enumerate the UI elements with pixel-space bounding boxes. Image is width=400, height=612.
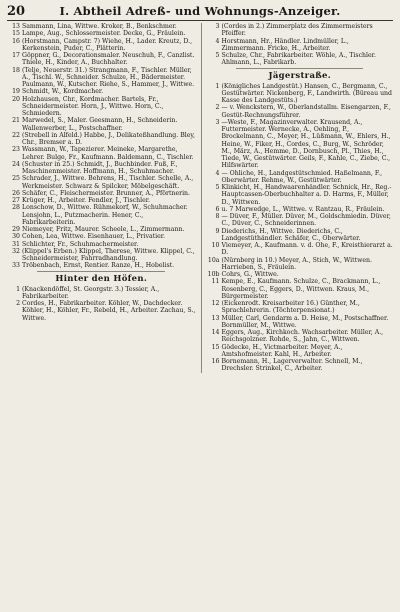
house-number: 15 <box>211 343 220 351</box>
house-number: 12 <box>211 300 220 307</box>
left-section-entries <box>7 286 195 322</box>
house-number: 8 <box>215 213 220 220</box>
resident-list: Krüger, H., Arbeiter. Fendler, J., Tischler. <box>22 197 151 204</box>
resident-list: Horstmann, Hr., Händler. Lindmüller, L., Zimmermann. Fricke, H., Arbeiter. <box>221 37 349 52</box>
resident-list: Bornemann, H., Lagerverwalter. Schnell, M., Drechsler. Strinkel, C., Arbeiter. <box>221 358 363 373</box>
address-entry <box>7 175 195 190</box>
resident-list: Lonschow, D., Wittwe. Rühmekorf, W., Schuhmacher. Lensjohn, L., Putzmacherin. Hener, C., Fabrikarbeiterin. <box>22 204 188 226</box>
section-title-hinter-den-hoefen: Hinter den Höfen. <box>55 273 148 284</box>
house-number: 18 <box>12 66 20 74</box>
resident-list: (Knackendöffel, St. Georgstr. 3.) Tessier, A., Fabrikarbeiter. <box>22 285 160 300</box>
resident-list: Holzhausen, Chr., Kordmacher. Bartels, Fr., Schneidermeister. Horn, J., Wittwe. Horn, C., Schmiedern. <box>22 95 164 117</box>
page-number: 20 <box>7 4 26 19</box>
resident-list: Diederichs, H., Wittwe. Diederichs, C., Landgestüthändler. Schäfer, C., Oberwärter. <box>221 227 361 242</box>
address-entry <box>206 104 393 119</box>
address-entry <box>7 197 195 204</box>
house-number: 16 <box>12 37 20 45</box>
address-entry <box>206 271 393 278</box>
address-entry <box>206 242 393 257</box>
section-title-jaegerstrasse: Jägerstraße. <box>268 70 331 81</box>
resident-list: (Horstmann, Campstr. 7) Wiehe, H., Lader. Kreutz, D., Kerkenstein, Puder, C., Plätterin. <box>22 37 193 52</box>
resident-list: (Schuster in 25.) Schmidt, J., Buchbinder. Fuß, F., Maschinenmeister. Hoffmann, H., Schuhmacher. <box>22 160 178 175</box>
address-entry <box>7 286 195 301</box>
house-number: 22 <box>12 131 20 139</box>
address-entry <box>7 67 195 89</box>
house-number: 5 <box>215 52 220 59</box>
address-entry <box>7 52 195 67</box>
section-divider <box>236 68 363 69</box>
resident-list: Lampe, Aug., Schlossermeister. Decke, G., Fräulein. <box>22 30 186 38</box>
address-entry <box>7 88 195 95</box>
address-entry <box>206 213 393 228</box>
address-entry <box>7 190 195 197</box>
address-entry <box>7 23 195 30</box>
address-entry <box>206 315 393 330</box>
resident-list: (Königliches Landgestüt.) Hansen, C., Bergmann, C., Gestütwärter. Nickenberg, F., Landwirth. (Büreau und Kasse des Landgestüts.) <box>221 82 392 104</box>
resident-list: (Eickenrodt. Kreisarbeiter 16.) Günther, M., Sprachlehrerin. (Töchterpensionat.) <box>221 300 360 315</box>
address-entry <box>206 344 393 359</box>
address-entry <box>206 278 393 300</box>
resident-list: (Telje, Neuerstr. 31.) Strangmann, F., Tischler. Müller, A., Tischl. W., Schneider. Schulze, H., Bädermeister. Paulmann, W., Kutscher. Riehe, S., Hammer, J., Wittwe. <box>22 66 195 88</box>
address-entry <box>206 52 393 67</box>
address-entry <box>206 119 393 170</box>
house-number: 3 <box>215 118 220 126</box>
resident-list: Klinkicht, H., Handwaarenhändler. Schnick, Hr., Reg.-Hauptcassen-Oberbuchhalter a. D. Harms, F., Müller, D., Wittwen. <box>221 184 392 206</box>
resident-list: Marwedel, S., Maler. Geesmann, H., Schneiderin. Wallenwerber, L., Postschaffner. <box>22 117 178 132</box>
address-entry <box>206 23 393 38</box>
address-entry <box>206 206 393 213</box>
house-number: 20 <box>12 95 20 103</box>
house-number: 10a <box>207 256 220 264</box>
house-number: 10b <box>207 271 220 278</box>
house-number: 4 <box>215 169 220 177</box>
resident-list: — Ohliche, H., Landgestütschmied. Haßelmann, F., Oberwärter. Rehme, W., Gestütwärter. <box>221 169 383 184</box>
house-number: 33 <box>12 262 20 270</box>
right-entries <box>206 23 393 67</box>
address-entry <box>206 38 393 53</box>
address-entry <box>206 170 393 185</box>
house-number: 23 <box>12 146 20 154</box>
resident-list: Cohrs, G., Wittwe. <box>221 271 279 278</box>
resident-list: Schulze, Chr., Fabrikarbeiter. Wöhle, A., Tischler. Ahlmann, L., Fabrikarb. <box>221 52 376 67</box>
resident-list: Göppner, G., Decorationsmaler. Neuschuh, F., Canzlist. Thiele, H., Kinder, A., Buchhalter. <box>22 52 195 67</box>
house-number: 30 <box>12 233 20 241</box>
resident-list: (Cordes in 2.) Zimmerplatz des Zimmermeisters Pfeiffer. <box>221 23 373 38</box>
address-entry <box>206 300 393 315</box>
house-number: 28 <box>12 204 20 212</box>
house-number: 2 <box>215 104 220 112</box>
resident-list: Niemeyer, Fritz, Maurer. Scheele, L., Zimmermann. <box>22 226 185 233</box>
columns <box>7 23 393 373</box>
house-number: 5 <box>215 184 220 191</box>
address-entry <box>7 30 195 37</box>
left-entries <box>7 23 195 270</box>
house-number: 29 <box>12 226 20 233</box>
resident-list: Sammann, Lina, Wittwe. Kroker, B., Benkschmer. <box>22 23 177 30</box>
house-number: 2 <box>16 300 20 307</box>
resident-list: Viemeyer, A., Kaufmann. v. d. Ohe, F., Kreisthierarzt a. D. <box>221 242 393 257</box>
resident-list: (Strebell in Alfeld.) Habbe, J., Delikateßhandlung. Bley, Chr., Bremser a. D. <box>22 131 196 146</box>
house-number: 11 <box>211 278 220 286</box>
address-entry <box>206 83 393 105</box>
resident-list: — Düver, F., Müller. Düver, M., Goldschmiedin. Düver, C., Düver, C., Schneiderinnen. <box>221 213 391 228</box>
house-number: 17 <box>12 52 20 59</box>
house-number: 9 <box>215 227 220 235</box>
left-column <box>7 23 195 373</box>
resident-list: Cohen, Lea, Wittwe. Eisenhauer, L., Privatier. <box>22 233 166 241</box>
house-number: 1 <box>16 285 20 293</box>
house-number: 13 <box>211 314 220 322</box>
house-number: 26 <box>12 189 20 197</box>
house-number: 13 <box>12 23 20 30</box>
address-entry <box>206 228 393 243</box>
resident-list: Schäfer, C., Fleischermeister. Brunner, A., Pförtnerin. <box>22 189 191 197</box>
address-entry <box>7 132 195 147</box>
house-number: 4 <box>215 37 220 45</box>
address-entry <box>206 358 393 373</box>
address-entry <box>7 117 195 132</box>
house-number: 19 <box>12 88 20 96</box>
house-number: 16 <box>211 358 220 365</box>
right-section-entries <box>206 83 393 373</box>
address-entry <box>7 300 195 322</box>
right-column <box>201 23 393 373</box>
resident-list: (Klippel's Erben.) Klippel, Therese, Wittwe. Klippel, C., Schneidermeister, Fahrradhandlung. <box>22 247 195 262</box>
resident-list: Schrader, J., Wittwe. Behrens, H., Tischler. Schelle, A., Werkmeister. Schwarz & Spilcker, Möbelgeschäft. <box>22 175 194 190</box>
address-entry <box>7 146 195 161</box>
house-number: 1 <box>215 82 220 90</box>
house-number: 32 <box>12 247 20 255</box>
house-number: 14 <box>211 329 220 336</box>
house-number: 10 <box>211 242 220 249</box>
address-entry <box>7 161 195 176</box>
house-number: 31 <box>12 240 20 248</box>
address-entry <box>7 233 195 240</box>
house-number: 27 <box>12 197 20 204</box>
page-title: I. Abtheil Adreß- und Wohnungs-Anzeiger. <box>59 4 341 18</box>
resident-list: Wassmann, W., Tapezierer. Meineke, Margarethe, Lehrer. Bulge, Fr., Kaufmann. Baldemann, C., Tischler. <box>22 146 194 161</box>
resident-list: Schmidt, W., Kordmacher. <box>22 88 104 96</box>
resident-list: Schlichter, Fr., Schuhmachermeister. <box>22 240 139 248</box>
address-entry <box>7 38 195 53</box>
address-entry <box>206 257 393 272</box>
resident-list: —Weste, F., Magazinverwalter. Krausend, A., Futtermeister. Wernecke, A., Oehling, P., Brockelmann, C., Meyer, H., Lüßmann, W., Ehlers, H., Heine, W., Fiker, H., Cordes, C., Burg, W., Schröder, M., März, A., Hemme, D., Dornbusch, Pl., Thies, H., Tiede, W., Gestütwärter. Geils, F., Kahle, C., Ziebe, C., Hilfswärter. <box>221 118 391 170</box>
resident-list: Eggers, Aug., Kirchkoch. Wachsarbeiter. Müller, A., Reichsgolzner. Rohde, S., Jahn, C., Wittwen. <box>221 329 384 344</box>
resident-list: — v. Wenckstern, W., Oberlandstallm. Eisengarzen, F., Gestüt-Rechnungsführer. <box>221 104 391 119</box>
resident-list: Cordes, H., Fabrikarbeiter. Köhler, W., Dachdecker. Köhler, H., Köhler, Fr., Rebeld, H., Arbeiter. Zachau, S., Wittwe. <box>22 300 196 322</box>
house-number: 24 <box>12 160 20 168</box>
page-header <box>7 4 393 21</box>
house-number: 15 <box>12 30 20 38</box>
house-number: 21 <box>12 117 20 125</box>
resident-list: Kempe, E., Kaufmann. Schulze, C., Brackmann, L., Rosenberg, C., Eggers, D., Wittwen. Kraus, M., Bürgermeister. <box>221 278 381 300</box>
resident-list: Müller, Carl, Gendarm a. D. Heise, M., Postschaffner. Bornmüller, M., Wittwe. <box>221 314 389 329</box>
address-entry <box>7 226 195 233</box>
house-number: 6 <box>215 205 220 213</box>
address-entry <box>206 329 393 344</box>
address-entry <box>7 248 195 263</box>
resident-list: Tröbenbach, Ernst, Rentier. Ranze, H., Hobelist. <box>22 262 175 270</box>
section-divider <box>37 271 165 272</box>
resident-list: u. 7 Marwedge, L., Wittwe. v. Rantzau, R., Fräulein. <box>221 205 385 213</box>
house-number: 25 <box>12 175 20 183</box>
address-entry <box>7 96 195 118</box>
address-entry <box>206 184 393 206</box>
address-entry <box>7 262 195 269</box>
resident-list: (Nürnberg in 10.) Meyer, A., Stich, W., Wittwen. Harrieben, S., Fräulein. <box>221 256 373 271</box>
resident-list: Gödecke, H., Victmarbeiter. Meyer, A., Amtshofmeister. Kahl, H., Arbeiter. <box>221 343 343 358</box>
address-entry <box>7 204 195 226</box>
address-entry <box>7 241 195 248</box>
house-number: 3 <box>215 23 220 30</box>
